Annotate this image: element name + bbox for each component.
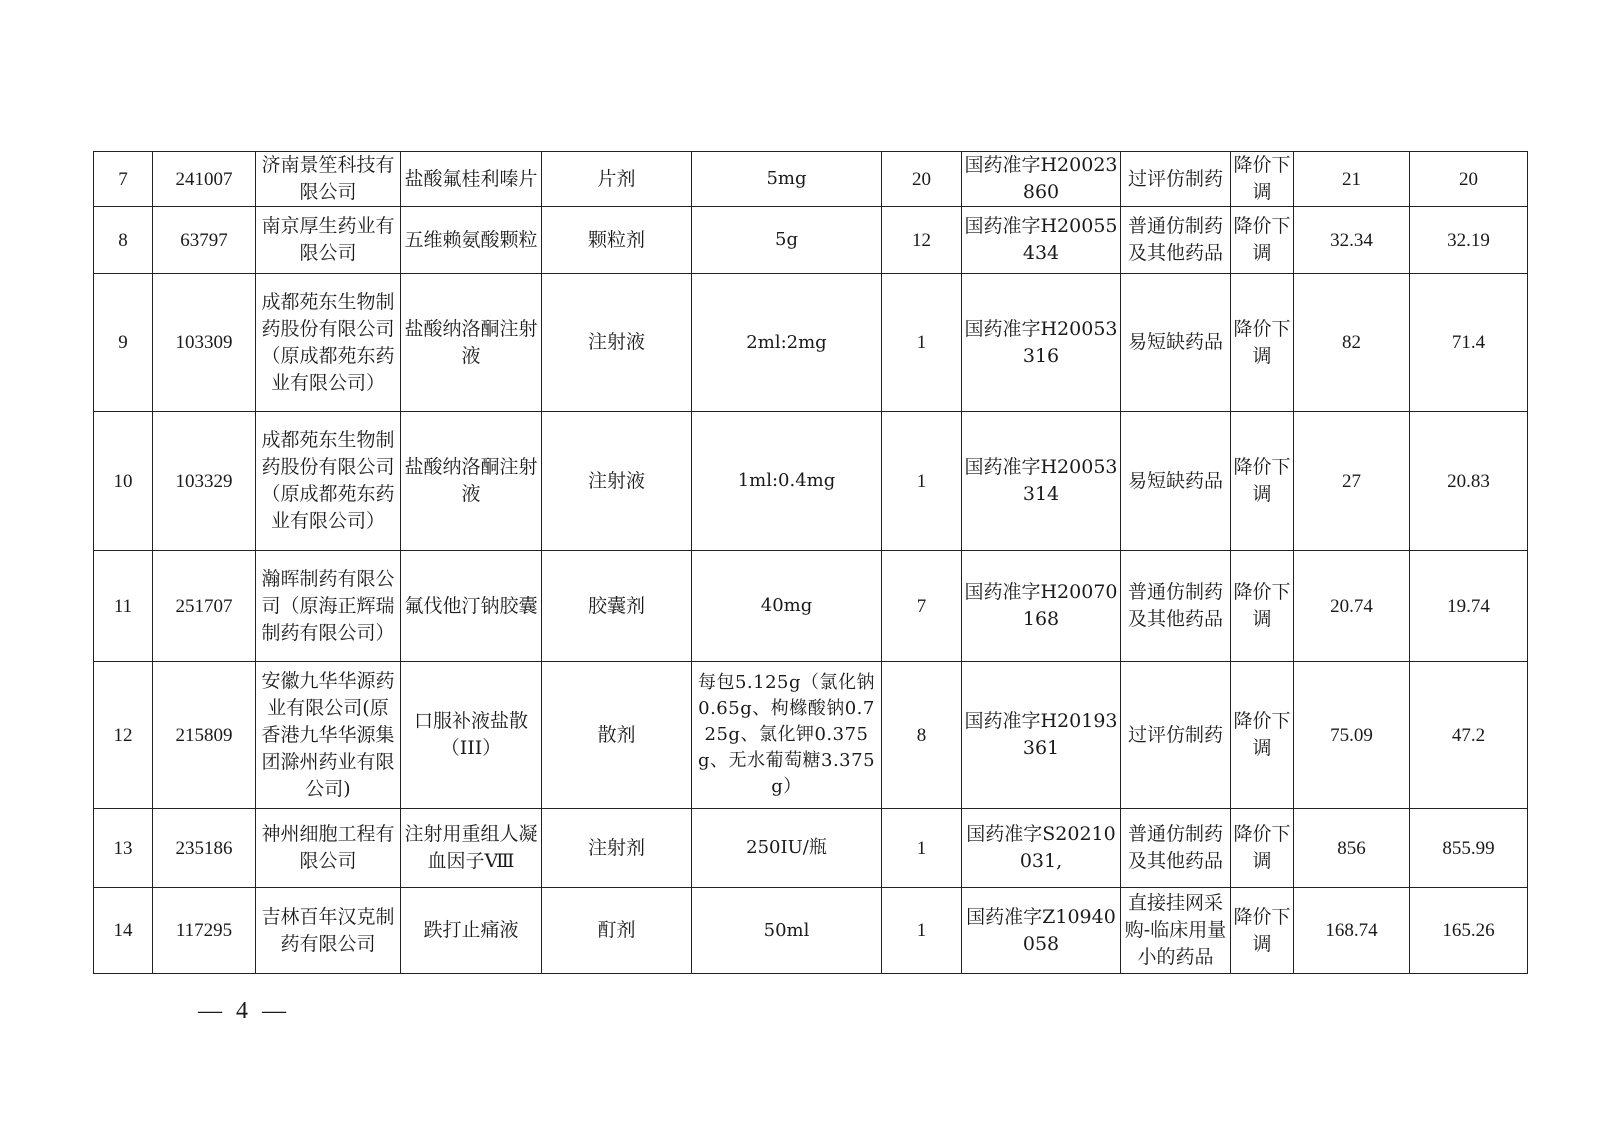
cell-drug-name: 口服补液盐散（III） <box>401 662 542 809</box>
cell-approval: 国药准字Z10940058 <box>962 888 1121 974</box>
cell-action: 降价下调 <box>1231 207 1294 274</box>
cell-code: 241007 <box>153 152 256 207</box>
cell-action: 降价下调 <box>1231 274 1294 412</box>
cell-drug-name: 盐酸纳洛酮注射液 <box>401 274 542 412</box>
cell-action: 降价下调 <box>1231 809 1294 888</box>
cell-spec: 5mg <box>692 152 882 207</box>
table-row <box>94 662 1528 809</box>
cell-category: 普通仿制药及其他药品 <box>1121 809 1231 888</box>
cell-no: 9 <box>94 274 153 412</box>
cell-code: 63797 <box>153 207 256 274</box>
table-row <box>94 809 1528 888</box>
cell-code: 103329 <box>153 412 256 551</box>
cell-spec: 1ml:0.4mg <box>692 412 882 551</box>
cell-price-old: 75.09 <box>1294 662 1410 809</box>
cell-code: 251707 <box>153 551 256 662</box>
cell-category: 过评仿制药 <box>1121 662 1231 809</box>
table-row <box>94 888 1528 974</box>
cell-spec: 2ml:2mg <box>692 274 882 412</box>
cell-approval: 国药准字H20070168 <box>962 551 1121 662</box>
cell-approval: 国药准字S20210031, <box>962 809 1121 888</box>
cell-price-new: 32.19 <box>1410 207 1528 274</box>
cell-approval: 国药准字H20053316 <box>962 274 1121 412</box>
cell-company: 济南景笙科技有限公司 <box>256 152 401 207</box>
cell-action: 降价下调 <box>1231 551 1294 662</box>
cell-price-old: 20.74 <box>1294 551 1410 662</box>
cell-qty: 1 <box>882 888 962 974</box>
cell-drug-name: 五维赖氨酸颗粒 <box>401 207 542 274</box>
cell-spec: 5g <box>692 207 882 274</box>
cell-company: 南京厚生药业有限公司 <box>256 207 401 274</box>
cell-no: 12 <box>94 662 153 809</box>
cell-no: 14 <box>94 888 153 974</box>
cell-form: 注射剂 <box>542 809 692 888</box>
cell-action: 降价下调 <box>1231 888 1294 974</box>
cell-form: 胶囊剂 <box>542 551 692 662</box>
cell-company: 神州细胞工程有限公司 <box>256 809 401 888</box>
cell-price-new: 19.74 <box>1410 551 1528 662</box>
cell-no: 10 <box>94 412 153 551</box>
table-body <box>94 152 1528 974</box>
cell-qty: 1 <box>882 809 962 888</box>
cell-approval: 国药准字H20193361 <box>962 662 1121 809</box>
table-row <box>94 551 1528 662</box>
cell-company: 安徽九华华源药业有限公司(原香港九华华源集团滁州药业有限公司) <box>256 662 401 809</box>
cell-price-old: 856 <box>1294 809 1410 888</box>
cell-no: 11 <box>94 551 153 662</box>
table-row <box>94 152 1528 207</box>
cell-category: 普通仿制药及其他药品 <box>1121 207 1231 274</box>
cell-no: 8 <box>94 207 153 274</box>
cell-code: 235186 <box>153 809 256 888</box>
cell-category: 易短缺药品 <box>1121 274 1231 412</box>
cell-category: 直接挂网采购-临床用量小的药品 <box>1121 888 1231 974</box>
cell-drug-name: 注射用重组人凝血因子Ⅷ <box>401 809 542 888</box>
cell-price-new: 20.83 <box>1410 412 1528 551</box>
cell-category: 易短缺药品 <box>1121 412 1231 551</box>
cell-drug-name: 氟伐他汀钠胶囊 <box>401 551 542 662</box>
table-row <box>94 207 1528 274</box>
drug-price-table <box>93 151 1528 974</box>
table-row <box>94 412 1528 551</box>
cell-action: 降价下调 <box>1231 662 1294 809</box>
cell-spec: 40mg <box>692 551 882 662</box>
cell-no: 13 <box>94 809 153 888</box>
cell-price-old: 27 <box>1294 412 1410 551</box>
cell-form: 散剂 <box>542 662 692 809</box>
cell-drug-name: 盐酸氟桂利嗪片 <box>401 152 542 207</box>
cell-approval: 国药准字H20023860 <box>962 152 1121 207</box>
cell-form: 片剂 <box>542 152 692 207</box>
cell-price-old: 32.34 <box>1294 207 1410 274</box>
cell-qty: 12 <box>882 207 962 274</box>
cell-code: 117295 <box>153 888 256 974</box>
cell-qty: 20 <box>882 152 962 207</box>
cell-form: 颗粒剂 <box>542 207 692 274</box>
table-row <box>94 274 1528 412</box>
cell-form: 注射液 <box>542 412 692 551</box>
cell-spec: 每包5.125g（氯化钠0.65g、枸橼酸钠0.725g、氯化钾0.375g、无水葡萄糖3.375g） <box>692 662 882 809</box>
cell-price-new: 165.26 <box>1410 888 1528 974</box>
cell-qty: 7 <box>882 551 962 662</box>
cell-price-old: 21 <box>1294 152 1410 207</box>
cell-company: 成都苑东生物制药股份有限公司（原成都苑东药业有限公司） <box>256 412 401 551</box>
cell-action: 降价下调 <box>1231 412 1294 551</box>
cell-drug-name: 盐酸纳洛酮注射液 <box>401 412 542 551</box>
cell-price-old: 168.74 <box>1294 888 1410 974</box>
cell-qty: 1 <box>882 274 962 412</box>
cell-spec: 50ml <box>692 888 882 974</box>
cell-price-new: 71.4 <box>1410 274 1528 412</box>
cell-price-old: 82 <box>1294 274 1410 412</box>
cell-category: 过评仿制药 <box>1121 152 1231 207</box>
cell-qty: 1 <box>882 412 962 551</box>
cell-price-new: 855.99 <box>1410 809 1528 888</box>
cell-code: 103309 <box>153 274 256 412</box>
cell-code: 215809 <box>153 662 256 809</box>
cell-company: 瀚晖制药有限公司（原海正辉瑞制药有限公司） <box>256 551 401 662</box>
cell-approval: 国药准字H20055434 <box>962 207 1121 274</box>
cell-company: 成都苑东生物制药股份有限公司（原成都苑东药业有限公司） <box>256 274 401 412</box>
cell-no: 7 <box>94 152 153 207</box>
cell-price-new: 47.2 <box>1410 662 1528 809</box>
cell-approval: 国药准字H20053314 <box>962 412 1121 551</box>
cell-form: 注射液 <box>542 274 692 412</box>
cell-form: 酊剂 <box>542 888 692 974</box>
cell-spec: 250IU/瓶 <box>692 809 882 888</box>
cell-action: 降价下调 <box>1231 152 1294 207</box>
cell-drug-name: 跌打止痛液 <box>401 888 542 974</box>
cell-price-new: 20 <box>1410 152 1528 207</box>
page-number: — 4 — <box>198 998 290 1024</box>
cell-category: 普通仿制药及其他药品 <box>1121 551 1231 662</box>
cell-company: 吉林百年汉克制药有限公司 <box>256 888 401 974</box>
cell-qty: 8 <box>882 662 962 809</box>
